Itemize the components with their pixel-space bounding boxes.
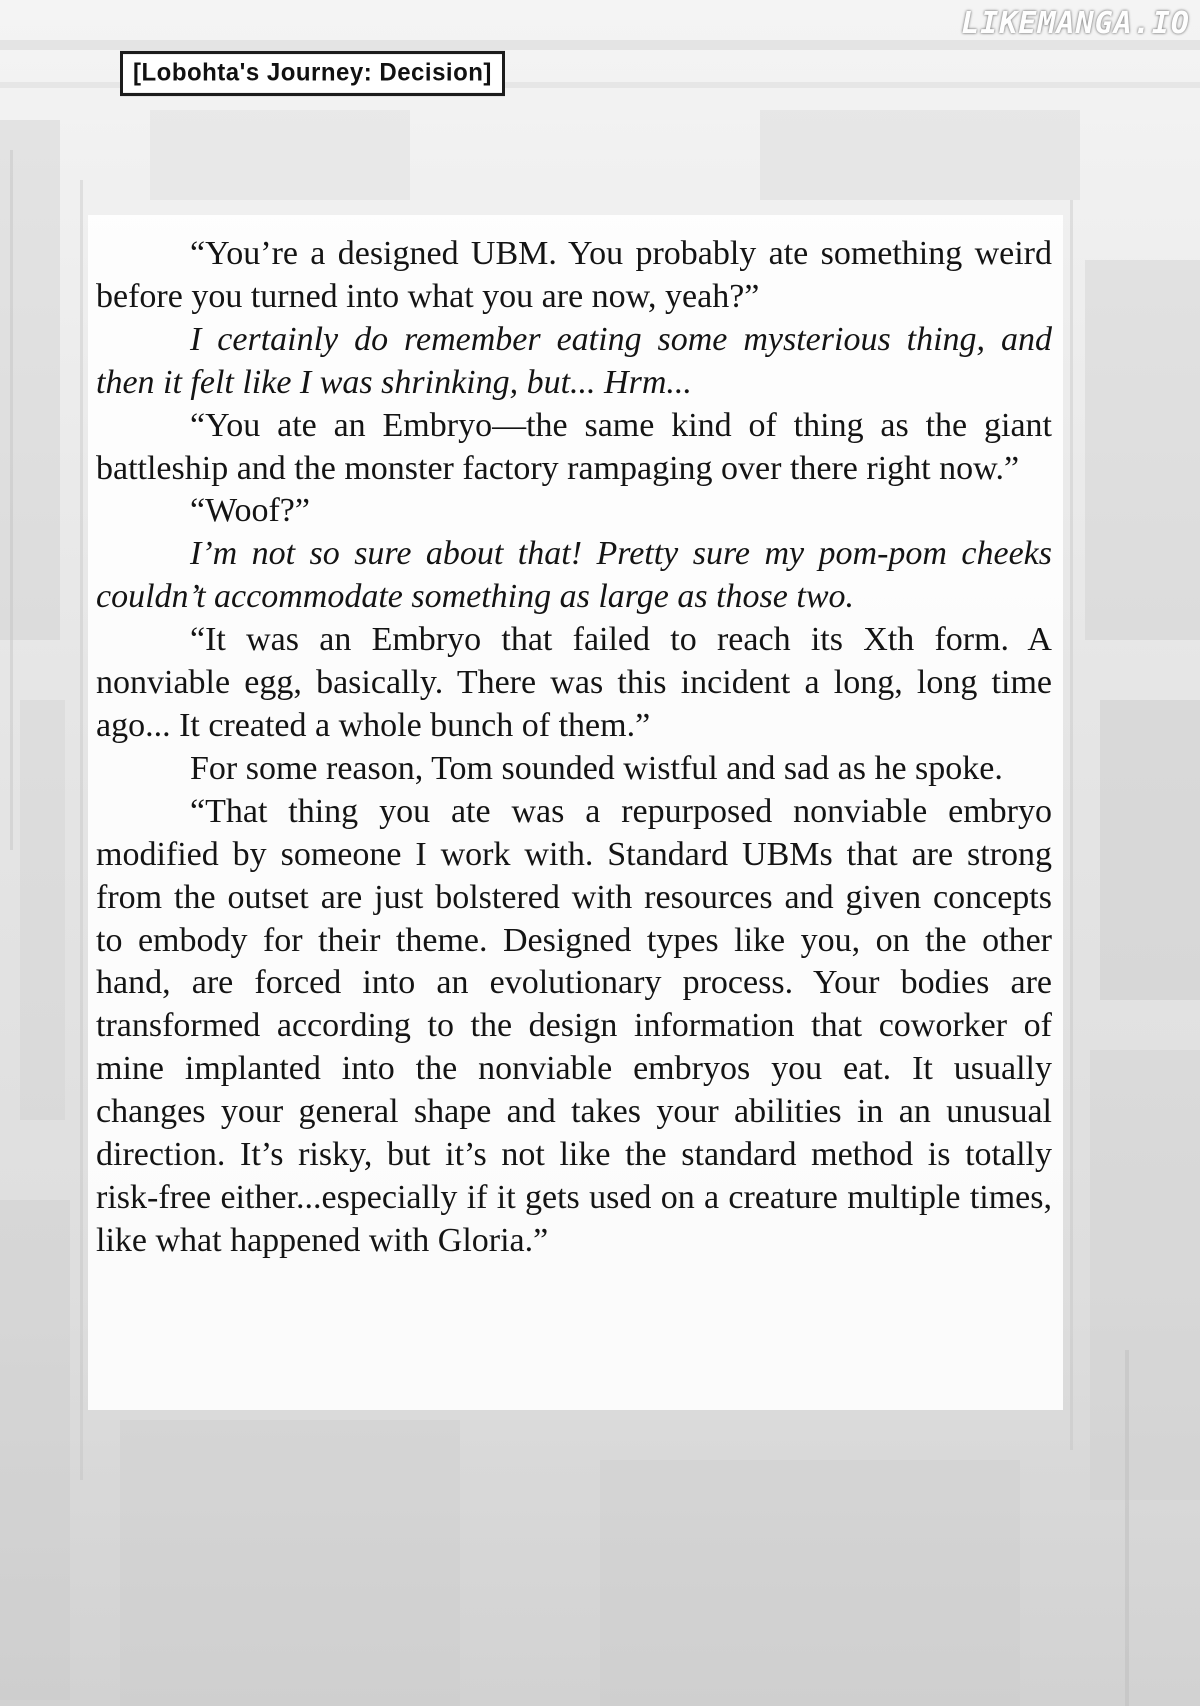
- glitch-line-2: [1070, 200, 1073, 1450]
- glitch-block-top-right: [760, 110, 1080, 200]
- paragraph: For some reason, Tom sounded wistful and sad as he spoke.: [190, 749, 1003, 787]
- paragraph: “It was an Embryo that failed to reach its Xth form. A nonviable egg, basically. There was this incident a long, long time ago... It created a whole bunch of them.”: [96, 621, 1052, 744]
- watermark: LIKEMANGA.IO: [961, 6, 1190, 41]
- glitch-block-left-3: [0, 1200, 70, 1700]
- glitch-line-1: [80, 180, 83, 1480]
- glitch-block-left-1: [0, 120, 60, 640]
- paragraph: “Woof?”: [190, 492, 310, 530]
- glitch-block-right-1: [1085, 260, 1200, 640]
- glitch-block-right-3: [1090, 1050, 1200, 1500]
- glitch-block-left-2: [20, 700, 65, 1120]
- paragraph: “You ate an Embryo—the same kind of thing as the giant battleship and the monster factory rampaging over there right now.”: [96, 406, 1052, 487]
- chapter-tag: [Lobohta's Journey: Decision]: [120, 51, 505, 96]
- paragraph: “That thing you ate was a repurposed nonviable embryo modified by someone I work with. Standard UBMs that are strong from the outset are just bolstered with resources and given concepts to embody for their theme. Designed types like you, on the other hand, are forced into an evolutionary process. Your bodies are transformed according to the design information that coworker of mine implanted into the nonviable embryos you eat. It usually changes your general shape and takes your abilities in an unusual direction. It’s risky, but it’s not like the standard method is totally risk-free either...especially if it gets used on a creature multiple times, like what happened with Gloria.”: [96, 792, 1052, 1259]
- glitch-bar-top: [0, 40, 1200, 50]
- paragraph-thought: I’m not so sure about that! Pretty sure my pom-pom cheeks couldn’t accommodate something as large as those two.: [96, 535, 1052, 616]
- glitch-block-top-left: [150, 110, 410, 200]
- glitch-block-bottom-2: [600, 1460, 1020, 1706]
- body-text: [96, 233, 1052, 1263]
- paragraph: “You’re a designed UBM. You probably ate something weird before you turned into what you are now, yeah?”: [96, 235, 1052, 315]
- glitch-block-right-2: [1100, 700, 1200, 1000]
- glitch-line-4: [10, 150, 13, 850]
- glitch-block-bottom-1: [120, 1420, 460, 1706]
- glitch-line-3: [1125, 1350, 1129, 1706]
- paragraph-thought: I certainly do remember eating some mysterious thing, and then it felt like I was shrinking, but... Hrm...: [96, 320, 1052, 401]
